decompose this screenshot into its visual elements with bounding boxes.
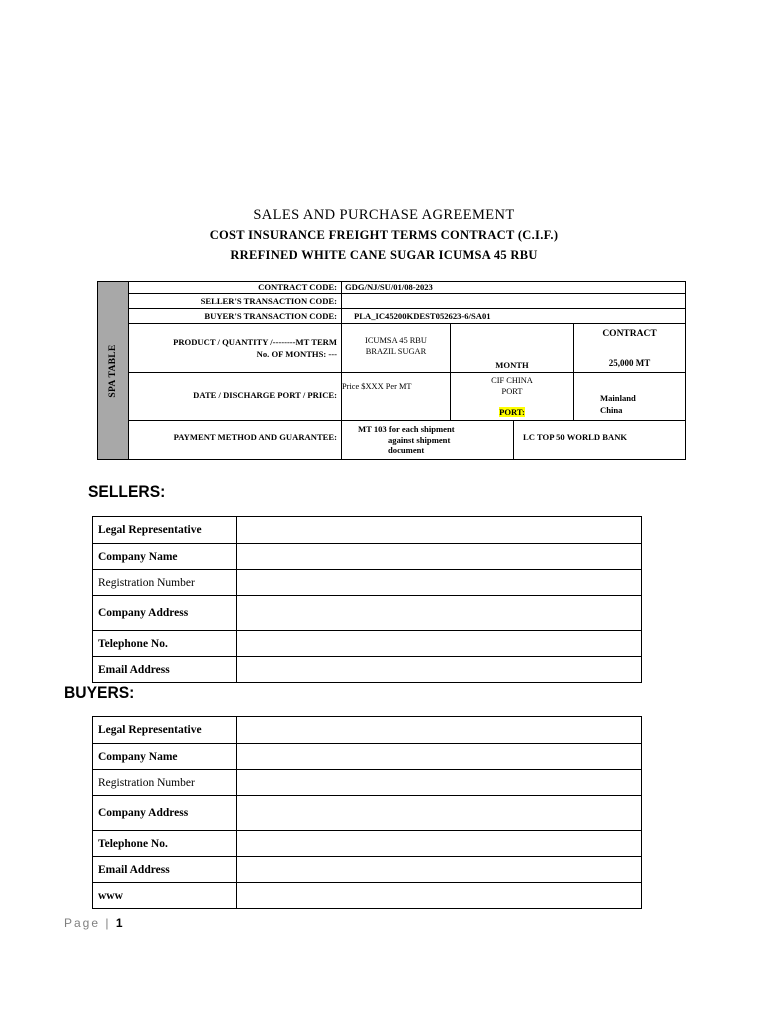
sellers-table [92, 516, 642, 683]
table-row [93, 883, 642, 909]
buyer-transaction-label: BUYER'S TRANSACTION CODE: [204, 311, 337, 321]
field-value[interactable] [237, 744, 642, 770]
field-value[interactable] [237, 596, 642, 631]
table-row [93, 544, 642, 570]
field-label: Registration Number [93, 570, 237, 596]
seller-transaction-value [342, 294, 685, 308]
field-label: Telephone No. [93, 831, 237, 857]
field-label: Legal Representative [93, 717, 237, 744]
table-row [93, 657, 642, 683]
page-footer [64, 916, 123, 930]
contract-label: CONTRACT [602, 329, 657, 339]
seller-transaction-label: SELLER'S TRANSACTION CODE: [200, 296, 337, 306]
payment-label: PAYMENT METHOD AND GUARANTEE: [173, 432, 337, 442]
table-row [93, 631, 642, 657]
field-value[interactable] [237, 831, 642, 857]
port-value: CIF CHINA PORT [491, 376, 533, 396]
port-label: PORT: [499, 407, 525, 417]
field-label: Telephone No. [93, 631, 237, 657]
product-value: ICUMSA 45 RBU BRAZIL SUGAR [365, 336, 427, 356]
field-value[interactable] [237, 544, 642, 570]
document-subtitle: COST INSURANCE FREIGHT TERMS CONTRACT (C.I.F.) [209, 228, 559, 242]
table-row [93, 770, 642, 796]
field-label: Email Address [93, 857, 237, 883]
table-row [93, 596, 642, 631]
page-number: 1 [115, 916, 123, 930]
field-label: www [93, 883, 237, 909]
date-port-price-label: DATE / DISCHARGE PORT / PRICE: [193, 390, 337, 400]
contract-code-label: CONTRACT CODE: [258, 282, 337, 292]
field-label: Legal Representative [93, 517, 237, 544]
destination-value: Mainland China [600, 393, 636, 415]
field-label: Company Name [93, 744, 237, 770]
buyers-heading: BUYERS: [64, 683, 135, 702]
field-label: Email Address [93, 657, 237, 683]
table-row [93, 570, 642, 596]
field-value[interactable] [237, 857, 642, 883]
field-label: Company Address [93, 596, 237, 631]
table-row [93, 857, 642, 883]
field-value[interactable] [237, 770, 642, 796]
table-row [93, 744, 642, 770]
product-line: RREFINED WHITE CANE SUGAR ICUMSA 45 RBU [230, 248, 538, 262]
field-value[interactable] [237, 631, 642, 657]
product-label: PRODUCT / QUANTITY /--------MT TERM No. OF MONTHS: --- [173, 337, 337, 359]
buyer-transaction-value: PLA_IC45200KDEST052623-6/SA01 [354, 311, 491, 321]
table-row [93, 517, 642, 544]
field-value[interactable] [237, 657, 642, 683]
field-label: Company Name [93, 544, 237, 570]
table-row [93, 831, 642, 857]
spa-side-label: SPA TABLE [97, 281, 129, 460]
guarantee-value: LC TOP 50 WORLD BANK [523, 432, 628, 442]
field-value[interactable] [237, 796, 642, 831]
price-value: Price $XXX Per MT [342, 382, 412, 391]
spa-table [97, 281, 686, 460]
table-row [93, 717, 642, 744]
field-label: Company Address [93, 796, 237, 831]
field-value[interactable] [237, 517, 642, 544]
field-value[interactable] [237, 570, 642, 596]
payment-value: MT 103 for each shipment against shipment document [358, 424, 455, 455]
month-label: MONTH [495, 360, 529, 370]
contract-quantity: 25,000 MT [608, 358, 651, 368]
sellers-heading: SELLERS: [88, 482, 166, 501]
contract-code-value: GDG/NJ/SU/01/08-2023 [345, 282, 433, 292]
document-title: SALES AND PURCHASE AGREEMENT [253, 207, 515, 223]
page-label: Page | [64, 916, 111, 930]
table-row [93, 796, 642, 831]
field-value[interactable] [237, 883, 642, 909]
buyers-table [92, 716, 642, 909]
document-header [0, 205, 768, 265]
field-value[interactable] [237, 717, 642, 744]
field-label: Registration Number [93, 770, 237, 796]
